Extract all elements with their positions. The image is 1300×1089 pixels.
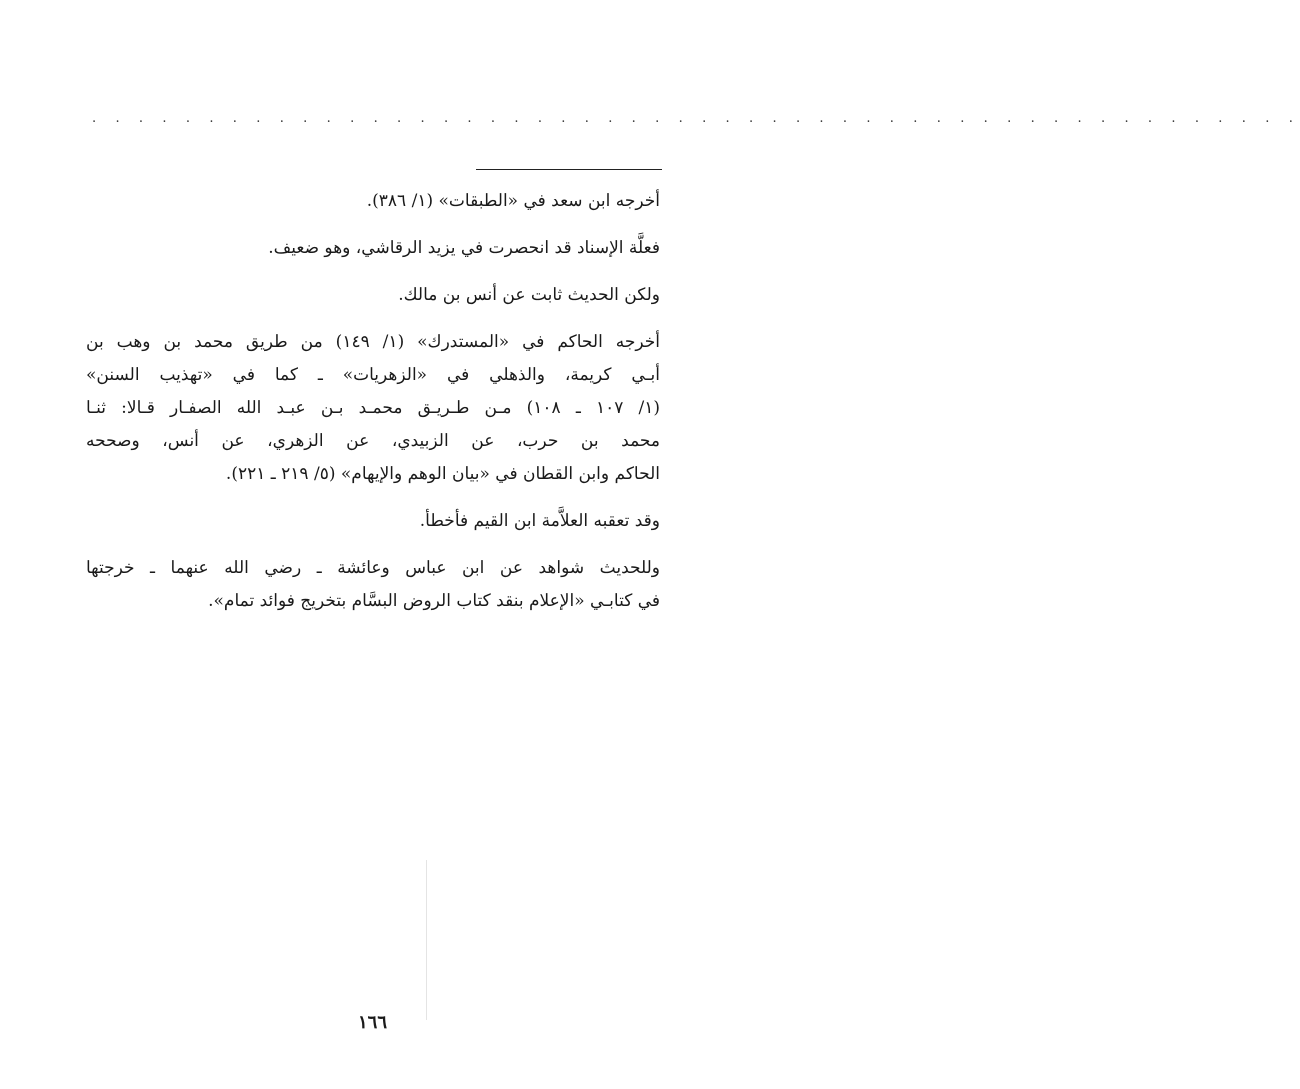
text-line: محمد بن حرب، عن الزبيدي، عن الزهري، عن أنس، وصححه: [86, 431, 660, 451]
text-line: فعلَّة الإسناد قد انحصرت في يزيد الرقاشي، وهو ضعيف.: [268, 238, 660, 258]
text-line: أبـي كريمة، والذهلي في «الزهريات» ـ كما في «تهذيب السنن»: [86, 365, 660, 385]
text-line: (١/ ١٠٧ ـ ١٠٨) مـن طـريـق محمـد بـن عبـد الله الصفـار قـالا: ثنـا: [86, 398, 660, 418]
footnote-paragraph-2: [86, 232, 660, 265]
scan-artifact-line: [426, 860, 427, 1020]
text-line: الحاكم وابن القطان في «بيان الوهم والإيهام» (٥/ ٢١٩ ـ ٢٢١).: [225, 464, 660, 484]
footnote-paragraph-3: [86, 279, 660, 312]
text-line: وقد تعقبه العلاَّمة ابن القيم فأخطأ.: [419, 511, 660, 531]
footnote-paragraph-1: [86, 185, 660, 218]
dot-leader-separator: . . . . . . . . . . . . . . . . . . . . . . . . . . . . . . . . . . . . . . . . . . . . . . . . . . . .: [92, 111, 1300, 126]
text-line: ولكن الحديث ثابت عن أنس بن مالك.: [398, 285, 660, 305]
text-line: وللحديث شواهد عن ابن عباس وعائشة ـ رضي الله عنهما ـ خرجتها: [86, 558, 660, 578]
text-line: في كتابـي «الإعلام بنقد كتاب الروض البسَّام بتخريج فوائد تمام».: [208, 591, 660, 611]
page-number: ١٦٦: [357, 1012, 387, 1033]
footnote-paragraph-4: [86, 326, 660, 491]
footnote-paragraph-5: [86, 505, 660, 538]
footnote-paragraph-6: [86, 552, 660, 618]
text-line: أخرجه ابن سعد في «الطبقات» (١/ ٣٨٦).: [366, 191, 660, 211]
footnote-separator-line: [476, 169, 662, 170]
text-line: أخرجه الحاكم في «المستدرك» (١/ ١٤٩) من طريق محمد بن وهب بن: [86, 332, 661, 352]
footnotes-block: [86, 185, 660, 632]
